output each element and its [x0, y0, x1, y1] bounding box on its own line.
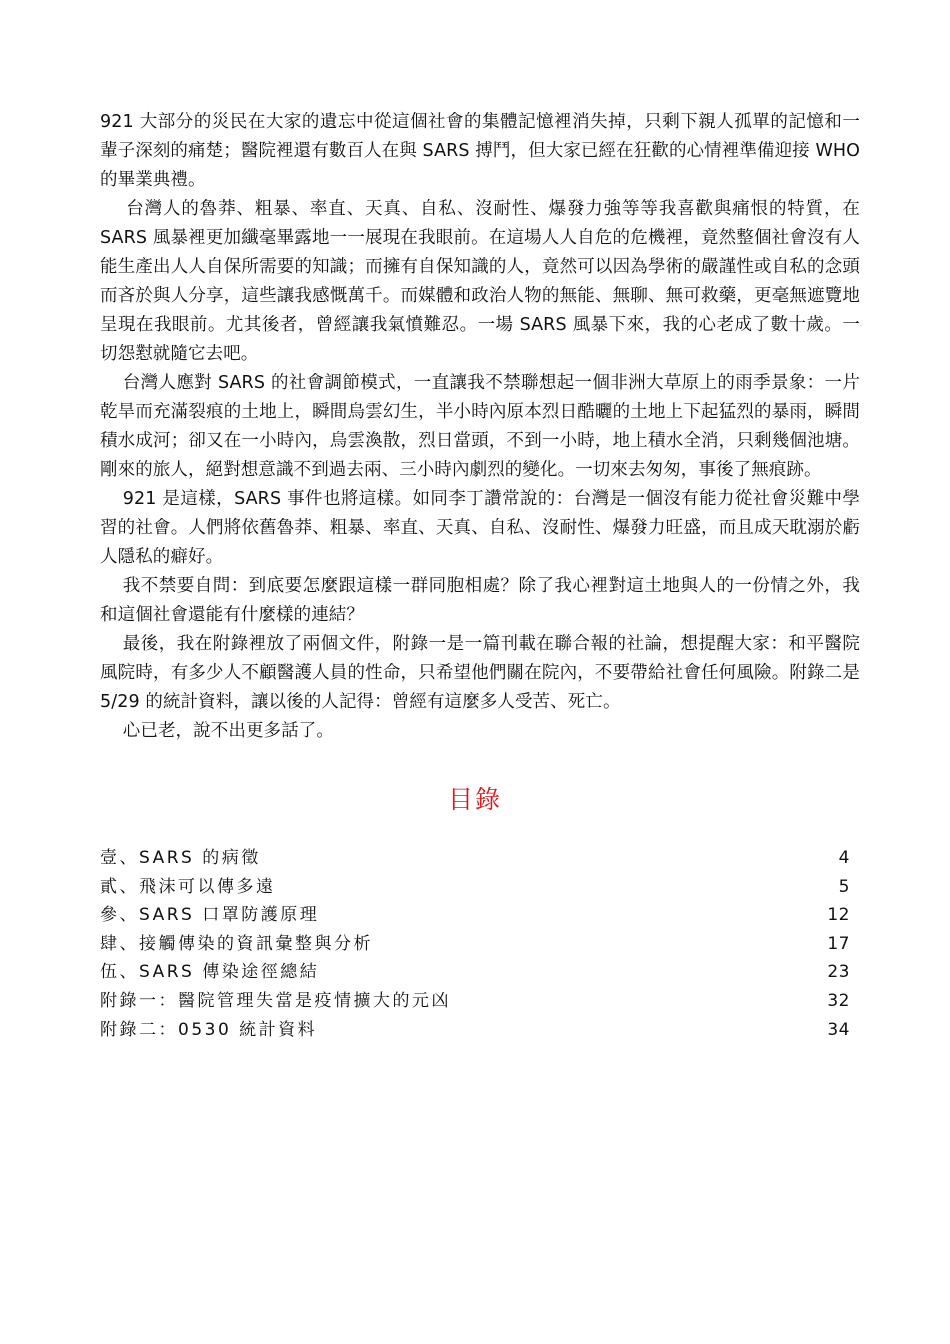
toc-item-label: 壹、SARS 的病徵	[100, 848, 261, 868]
toc-item-label: 肆、接觸傳染的資訊彙整與分析	[100, 933, 373, 954]
toc-item-page: 12	[827, 905, 850, 926]
toc-item[interactable]	[100, 843, 850, 872]
toc-item[interactable]	[100, 872, 850, 901]
toc-item[interactable]	[100, 929, 850, 958]
toc-item-label: 伍、SARS 傳染途徑總結	[100, 962, 320, 983]
toc-item-label: 貳、飛沫可以傳多遠	[100, 876, 276, 897]
toc-item-page: 17	[827, 933, 850, 954]
paragraph: 921 是這樣，SARS 事件也將這樣。如同李丁讚常說的：台灣是一個沒有能力從社會災難中學習的社會。人們將依舊魯莽、粗暴、率直、天真、自私、沒耐性、爆發力旺盛，而且成天耽溺於虧人隱私的癖好。	[100, 489, 860, 567]
paragraph: 最後，我在附錄裡放了兩個文件，附錄一是一篇刊載在聯合報的社論，想提醒大家：和平醫院風院時，有多少人不顧醫護人員的性命，只希望他們關在院內，不要帶給社會任何風險。附錄二是 5/29 的統計資料，讓以後的人記得：曾經有這麼多人受苦、死亡。	[100, 634, 860, 712]
toc-item-page: 34	[827, 1019, 850, 1040]
paragraph: 921 大部分的災民在大家的遺忘中從這個社會的集體記憶裡消失掉，只剩下親人孤單的記憶和一輩子深刻的痛楚；醫院裡還有數百人在與 SARS 搏鬥，但大家已經在狂歡的心情裡準備迎接 WHO 的畢業典禮。	[100, 112, 860, 190]
toc-item-page: 5	[838, 876, 850, 897]
table-of-contents	[100, 843, 850, 1043]
toc-item-label: 附錄一：醫院管理失當是疫情擴大的元凶	[100, 990, 451, 1011]
toc-title: 目錄	[447, 785, 502, 814]
toc-item-page: 4	[838, 848, 850, 868]
toc-item-label: 參、SARS 口罩防護原理	[100, 905, 320, 926]
toc-item[interactable]	[100, 1015, 850, 1044]
toc-item-page: 32	[827, 990, 850, 1011]
toc-item-page: 23	[827, 962, 850, 983]
paragraph: 台灣人應對 SARS 的社會調節模式，一直讓我不禁聯想起一個非洲大草原上的雨季景象：一片乾旱而充滿裂痕的土地上，瞬間烏雲幻生，半小時內原本烈日酷曬的土地上下起猛烈的暴雨，瞬間積水成河；卻又在一小時內，烏雲渙散，烈日當頭，不到一小時，地上積水全消，只剩幾個池塘。剛來的旅人，絕對想意識不到過去兩、三小時內劇烈的變化。一切來去匆匆，事後了無痕跡。	[100, 373, 860, 480]
document-body	[100, 108, 860, 746]
toc-item[interactable]	[100, 986, 850, 1015]
toc-item[interactable]	[100, 957, 850, 986]
toc-item-label: 附錄二：0530 統計資料	[100, 1019, 318, 1040]
paragraph: 台灣人的魯莽、粗暴、率直、天真、自私、沒耐性、爆發力強等等我喜歡與痛恨的特質，在 SARS 風暴裡更加纖毫畢露地一一展現在我眼前。在這場人人自危的危機裡，竟然整個社會沒有人能生產出人人自保所需要的知識；而擁有自保知識的人，竟然可以因為學術的嚴謹性或自私的念頭而吝於與人分享，這些讓我感慨萬千。而媒體和政治人物的無能、無聊、無可救藥，更毫無遮覽地呈現在我眼前。尤其後者，曾經讓我氣憤難忍。一場 SARS 風暴下來，我的心老成了數十歲。一切怨懟就隨它去吧。	[100, 199, 860, 364]
toc-item[interactable]	[100, 900, 850, 929]
paragraph: 心已老，說不出更多話了。	[122, 721, 334, 741]
paragraph: 我不禁要自問：到底要怎麼跟這樣一群同胞相處？除了我心裡對這土地與人的一份情之外，我和這個社會還能有什麼樣的連結？	[100, 576, 860, 625]
